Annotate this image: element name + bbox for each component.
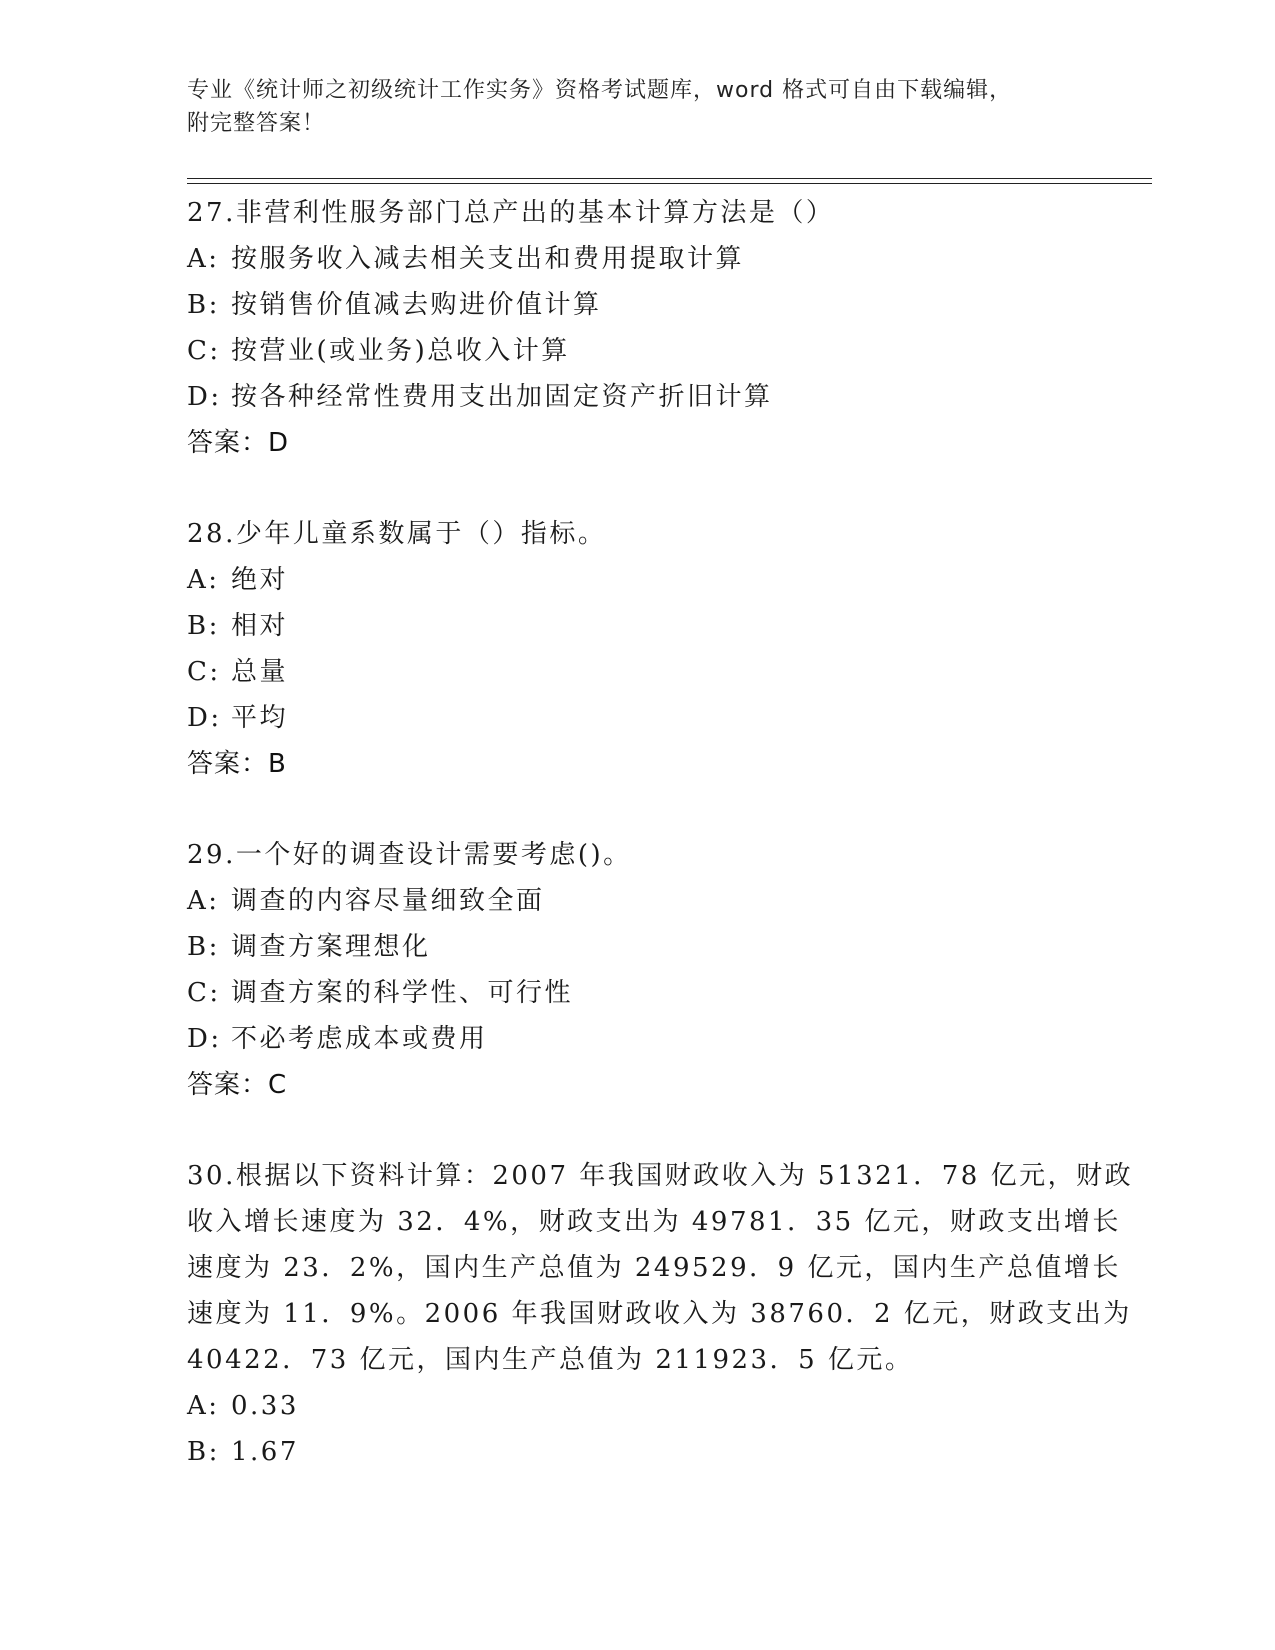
option-text: 总量: [231, 657, 289, 687]
question-stem-line: 40422．73 亿元，国内生产总值为 211923．5 亿元。: [187, 1345, 914, 1375]
question-30: [187, 1153, 1134, 1475]
option-key: C:: [187, 657, 221, 687]
option-d: [187, 695, 1087, 741]
option-text: 调查的内容尽量细致全面: [231, 886, 545, 916]
option-key: D:: [187, 382, 222, 412]
option-b: [187, 1429, 1087, 1475]
option-a: [187, 557, 1087, 603]
header-rule-top: [187, 178, 1152, 179]
option-text: 按服务收入减去相关支出和费用提取计算: [231, 244, 745, 274]
header-rule-bottom: [187, 183, 1152, 184]
option-text: 绝对: [231, 565, 289, 595]
option-text: 0.33: [231, 1391, 299, 1421]
option-key: A:: [187, 244, 220, 274]
option-text: 平均: [231, 703, 289, 733]
question-list: [187, 190, 1134, 1520]
question-stem-line: 30.根据以下资料计算：2007 年我国财政收入为 51321．78 亿元，财政: [187, 1161, 1134, 1191]
question-stem: 27.非营利性服务部门总产出的基本计算方法是（）: [187, 198, 835, 228]
option-text: 相对: [231, 611, 289, 641]
option-c: [187, 970, 1087, 1016]
question-27: [187, 190, 1087, 466]
answer: 答案：C: [187, 1070, 288, 1100]
option-text: 按各种经常性费用支出加固定资产折旧计算: [231, 382, 773, 412]
answer: 答案：D: [187, 428, 290, 458]
answer: 答案：B: [187, 749, 287, 779]
option-key: D:: [187, 703, 222, 733]
option-text: 调查方案的科学性、可行性: [231, 978, 574, 1008]
option-text: 按销售价值减去购进价值计算: [231, 290, 602, 320]
option-d: [187, 1016, 1087, 1062]
option-key: B:: [187, 290, 220, 320]
option-text: 1.67: [231, 1437, 299, 1467]
question-stem: 29.一个好的调查设计需要考虑()。: [187, 840, 632, 870]
option-key: C:: [187, 336, 221, 366]
option-key: B:: [187, 932, 220, 962]
option-text: 按营业(或业务)总收入计算: [231, 336, 570, 366]
option-key: C:: [187, 978, 221, 1008]
question-28: [187, 511, 1087, 787]
option-b: [187, 924, 1087, 970]
option-text: 不必考虑成本或费用: [231, 1024, 488, 1054]
option-a: [187, 236, 1087, 282]
question-stem-line: 速度为 11．9%。2006 年我国财政收入为 38760．2 亿元，财政支出为: [187, 1299, 1132, 1329]
option-key: A:: [187, 565, 220, 595]
option-c: [187, 328, 1087, 374]
option-a: [187, 878, 1087, 924]
question-stem-line: 收入增长速度为 32．4%，财政支出为 49781．35 亿元，财政支出增长: [187, 1207, 1121, 1237]
document-header: [187, 74, 1067, 140]
option-key: D:: [187, 1024, 222, 1054]
option-d: [187, 374, 1087, 420]
option-c: [187, 649, 1087, 695]
option-key: A:: [187, 886, 220, 916]
option-b: [187, 603, 1087, 649]
question-stem-line: 速度为 23．2%，国内生产总值为 249529．9 亿元，国内生产总值增长: [187, 1253, 1121, 1283]
option-text: 调查方案理想化: [231, 932, 431, 962]
question-29: [187, 832, 1087, 1108]
header-line-1: 专业《统计师之初级统计工作实务》资格考试题库，word 格式可自由下载编辑，: [187, 78, 1013, 103]
question-stem: 28.少年儿童系数属于（）指标。: [187, 519, 607, 549]
option-key: B:: [187, 1437, 220, 1467]
header-line-2: 附完整答案！: [187, 111, 326, 136]
option-b: [187, 282, 1087, 328]
option-key: A:: [187, 1391, 220, 1421]
option-a: [187, 1383, 1087, 1429]
option-key: B:: [187, 611, 220, 641]
